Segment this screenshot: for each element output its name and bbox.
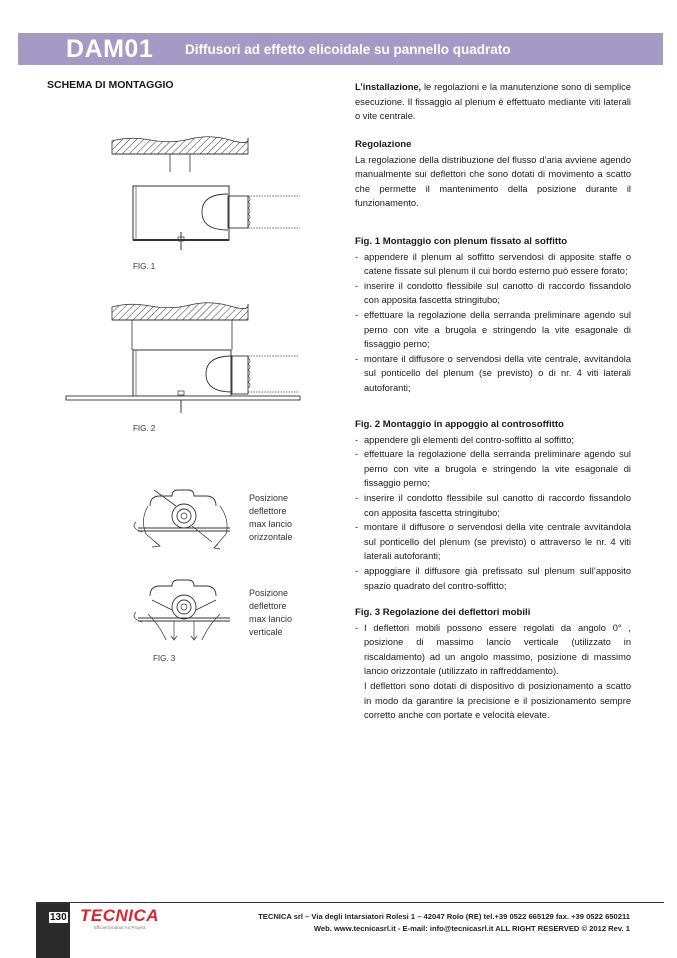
footer-web: Web. www.tecnicasrl.it - E-mail: info@tecnicasrl.it ALL RIGHT RESERVED © 2012 Rev. 1 <box>313 924 630 933</box>
logo-tagline: Efficient indoor Air Project <box>94 925 146 930</box>
section-title: SCHEMA DI MONTAGGIO <box>47 79 174 91</box>
fig1-diagram <box>112 137 300 250</box>
list-item: - I deflettori mobili possono essere regolati da angolo 0° , posizione di massimo lancio verticale (utilizzato in riscaldamento) ad un angolo massimo, posizione di massimo lancio orizzontale (utilizzato in raffreddamento). I deflettori sono dotati di dispositivo di posizionamento a scatto in modo da garantire la precisione e il posizionamento sempre corretto anche con portate e velocità elevate. <box>355 621 631 723</box>
fig2-section <box>355 418 631 593</box>
intro-bold: L’installazione, <box>355 82 422 92</box>
fig3-label: FIG. 3 <box>153 654 176 663</box>
fig3-title: Fig. 3 Regolazione dei deflettori mobili <box>355 607 531 618</box>
fig3-section <box>355 606 631 723</box>
fig2-label: FIG. 2 <box>133 424 156 433</box>
header-banner <box>18 33 663 65</box>
list-item: - appendere il plenum al soffitto servendosi di apposite staffe o catene fissate sul plenum il cui bordo esterno può essere forato; <box>355 250 631 279</box>
footer-address: TECNICA srl – Via degli Intarsiatori Rolesi 1 – 42047 Rolo (RE) tel.+39 0522 665129 fax. +39 0522 650211 <box>258 912 630 921</box>
regolazione-text: La regolazione della distribuzione del flusso d’aria avviene agendo manualmente sui deflettori che sono dotati di movimento a scatto che permette il mantenimento della posizione durante il funzionamento. <box>355 154 631 209</box>
intro-paragraph <box>355 80 631 124</box>
list-item: - effettuare la regolazione della serranda preliminare agendo sul perno con vite a brugola e stringendo la vite esagonale di fissaggio perno; <box>355 308 631 352</box>
fig3-horizontal-diagram <box>134 490 230 549</box>
footer-divider <box>36 902 664 903</box>
fig3-extra: I deflettori sono dotati di dispositivo di posizionamento a scatto in modo da garantire la precisione e il posizionamento sempre corretto anche con portate e velocità elevate. <box>364 680 631 721</box>
list-item: - effettuare la regolazione della serranda preliminare agendo sul perno con vite a brugola e stringendo la vite esagonale di fissaggio perno; <box>355 447 631 491</box>
fig3-horizontal-caption: Posizione deflettore max lancio orizzontale <box>249 493 293 542</box>
list-item: - inserire il condotto flessibile sul canotto di raccordo fissandolo con apposita fascetta stringitubo; <box>355 279 631 308</box>
fig3-vertical-diagram <box>134 580 230 640</box>
page-number: 130 <box>50 912 67 923</box>
footer-contact <box>258 911 630 935</box>
list-item: - montare il diffusore o servendosi della vite centrale avvitandola sul ponticello del plenum (se previsto) o attraverso le nr. 4 viti laterali autoforanti; <box>355 520 631 564</box>
product-title: Diffusori ad effetto elicoidale su pannello quadrato <box>185 42 511 57</box>
product-code: DAM01 <box>66 35 154 63</box>
intro-text: le regolazioni e la manutenzione sono di semplice esecuzione. Il fissaggio al plenum è effettuato mediante viti laterali o vite centrale. <box>355 82 631 122</box>
tecnica-logo: TECNICA <box>80 906 160 925</box>
list-item: - inserire il condotto flessibile sul canotto di raccordo fissandolo con apposita fascetta stringitubo; <box>355 491 631 520</box>
regolazione-title: Regolazione <box>355 139 412 150</box>
list-item: - appendere gli elementi del contro-soffitto al soffitto; <box>355 433 631 448</box>
fig2-title: Fig. 2 Montaggio in appoggio al controsoffitto <box>355 419 564 430</box>
fig1-label: FIG. 1 <box>133 262 156 271</box>
list-item: - appoggiare il diffusore già prefissato sul plenum sull’apposito spazio quadrato del contro-soffitto; <box>355 564 631 593</box>
fig3-vertical-caption: Posizione deflettore max lancio verticale <box>249 588 293 637</box>
fig2-diagram <box>66 303 300 413</box>
list-item: - montare il diffusore o servendosi della vite centrale, avvitandola sul ponticello del plenum (se previsto) o di nr. 4 viti laterali autoforanti; <box>355 352 631 396</box>
regolazione-section <box>355 138 631 211</box>
fig1-title: Fig. 1 Montaggio con plenum fissato al soffitto <box>355 236 568 247</box>
fig1-section <box>355 235 631 396</box>
